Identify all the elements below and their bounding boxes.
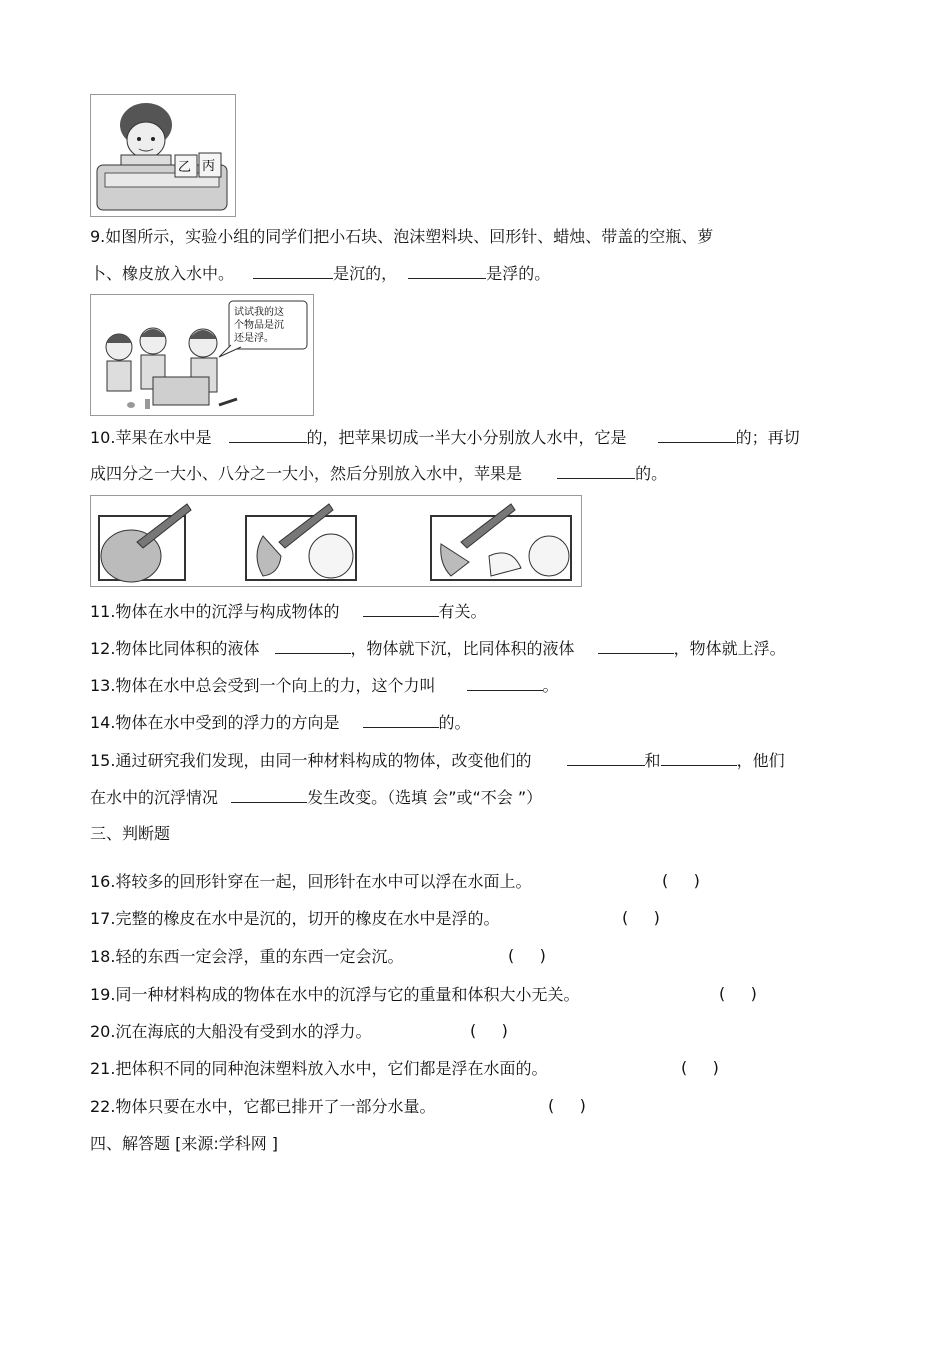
q12 [90,637,786,660]
q11 [90,600,487,623]
judgment-17-bracket[interactable]: ( ) [622,908,660,927]
judgment-21-bracket[interactable]: ( ) [681,1058,719,1077]
judgment-21 [90,1058,547,1080]
judgment-18 [90,946,403,968]
figure-child-tank [90,94,236,217]
q11-text-a: 11.物体在水中的沉浮与构成物体的 [90,602,340,621]
judgment-18-bracket[interactable]: ( ) [508,946,546,965]
q14-blank[interactable] [363,711,439,728]
q15-line2 [90,786,542,809]
q15-blank-1[interactable] [567,749,645,766]
q15-text-1c: ，他们 [736,751,785,770]
q9-blank-float[interactable] [408,262,486,279]
q15-text-1b: 和 [644,751,661,770]
q13-text-a: 13.物体在水中总会受到一个向上的力，这个力叫 [90,676,436,695]
judgment-17-text: 17.完整的橡皮在水中是沉的，切开的橡皮在水中是浮的。 [90,909,500,928]
q14-text-b: 的。 [438,713,471,732]
q12-text-a: 12.物体比同体积的液体 [90,639,260,658]
judgment-22 [90,1096,435,1118]
q12-text-c: ，物体就上浮。 [673,639,786,658]
q14 [90,711,471,734]
judgment-21-text: 21.把体积不同的同种泡沫塑料放入水中，它们都是浮在水面的。 [90,1059,548,1078]
judgment-22-text: 22.物体只要在水中，它都已排开了一部分水量。 [90,1097,436,1116]
q15-line1 [90,749,785,772]
q10-text-1a: 10.苹果在水中是 [90,428,212,447]
speech-line-3: 还是浮。 [234,333,274,344]
judgment-16-bracket[interactable]: ( ) [662,871,700,890]
q13 [90,674,559,697]
q9-blank-sink[interactable] [253,262,333,279]
q10-blank-2[interactable] [658,426,736,443]
judgment-19 [90,984,579,1006]
q15-text-2a: 在水中的沉浮情况 [90,788,219,807]
q9-text-2a: 卜、橡皮放入水中。 [90,264,235,283]
q13-text-b: 。 [542,676,559,695]
judgment-20-text: 20.沉在海底的大船没有受到水的浮力。 [90,1022,372,1041]
q10-text-2a: 成四分之一大小、八分之一大小，然后分别放入水中，苹果是 [90,464,523,483]
apple-cutting-illustration [91,496,581,586]
q10-line1 [90,426,800,449]
q15-blank-2[interactable] [661,749,737,766]
q10-blank-3[interactable] [557,462,635,479]
q10-line2 [90,462,667,485]
students-illustration [91,295,313,415]
figure-students [90,294,314,416]
q9-text-1: 9.如图所示，实验小组的同学们把小石块、泡沫塑料块、回形针、蜡烛、带盖的空瓶、萝 [90,227,714,246]
q11-text-b: 有关。 [438,602,487,621]
section-4-heading: 四、解答题 [来源:学科网 ] [90,1134,279,1153]
q12-text-b: ，物体就下沉，比同体积的液体 [350,639,575,658]
judgment-19-text: 19.同一种材料构成的物体在水中的沉浮与它的重量和体积大小无关。 [90,985,580,1004]
judgment-20 [90,1021,371,1043]
q10-text-1c: 的；再切 [735,428,800,447]
q13-blank[interactable] [467,674,543,691]
q11-blank[interactable] [363,600,439,617]
speech-line-2: 个物品是沉 [234,320,284,331]
judgment-18-text: 18.轻的东西一定会浮，重的东西一定会沉。 [90,947,404,966]
q10-text-1b: 的，把苹果切成一半大小分别放人水中，它是 [306,428,627,447]
q15-blank-3[interactable] [231,786,307,803]
judgment-16-text: 16.将较多的回形针穿在一起，回形针在水中可以浮在水面上。 [90,872,532,891]
q15-text-2b: 发生改变。（选填 会”或“不会 ”） [307,788,543,807]
child-tank-illustration [91,95,235,216]
q10-blank-1[interactable] [229,426,307,443]
judgment-20-bracket[interactable]: ( ) [470,1021,508,1040]
section-3-heading: 三、判断题 [90,824,171,843]
figure-label-yi: 乙 [178,160,192,175]
q10-text-2b: 的。 [635,464,668,483]
q9-line2 [90,262,550,285]
q12-blank-1[interactable] [275,637,351,654]
judgment-17 [90,908,499,930]
q12-blank-2[interactable] [598,637,674,654]
q15-text-1a: 15.通过研究我们发现，由同一种材料构成的物体，改变他们的 [90,751,532,770]
q9-line1 [90,226,713,248]
q9-text-2c: 是浮的。 [486,264,551,283]
judgment-19-bracket[interactable]: ( ) [719,984,757,1003]
figure-apple-cutting [90,495,582,587]
judgment-22-bracket[interactable]: ( ) [548,1096,586,1115]
q9-text-2b: 是沉的， [333,264,398,283]
judgment-16 [90,871,531,893]
figure-label-bing: 丙 [202,159,216,174]
speech-line-1: 试试我的这 [234,307,284,318]
q14-text-a: 14.物体在水中受到的浮力的方向是 [90,713,340,732]
